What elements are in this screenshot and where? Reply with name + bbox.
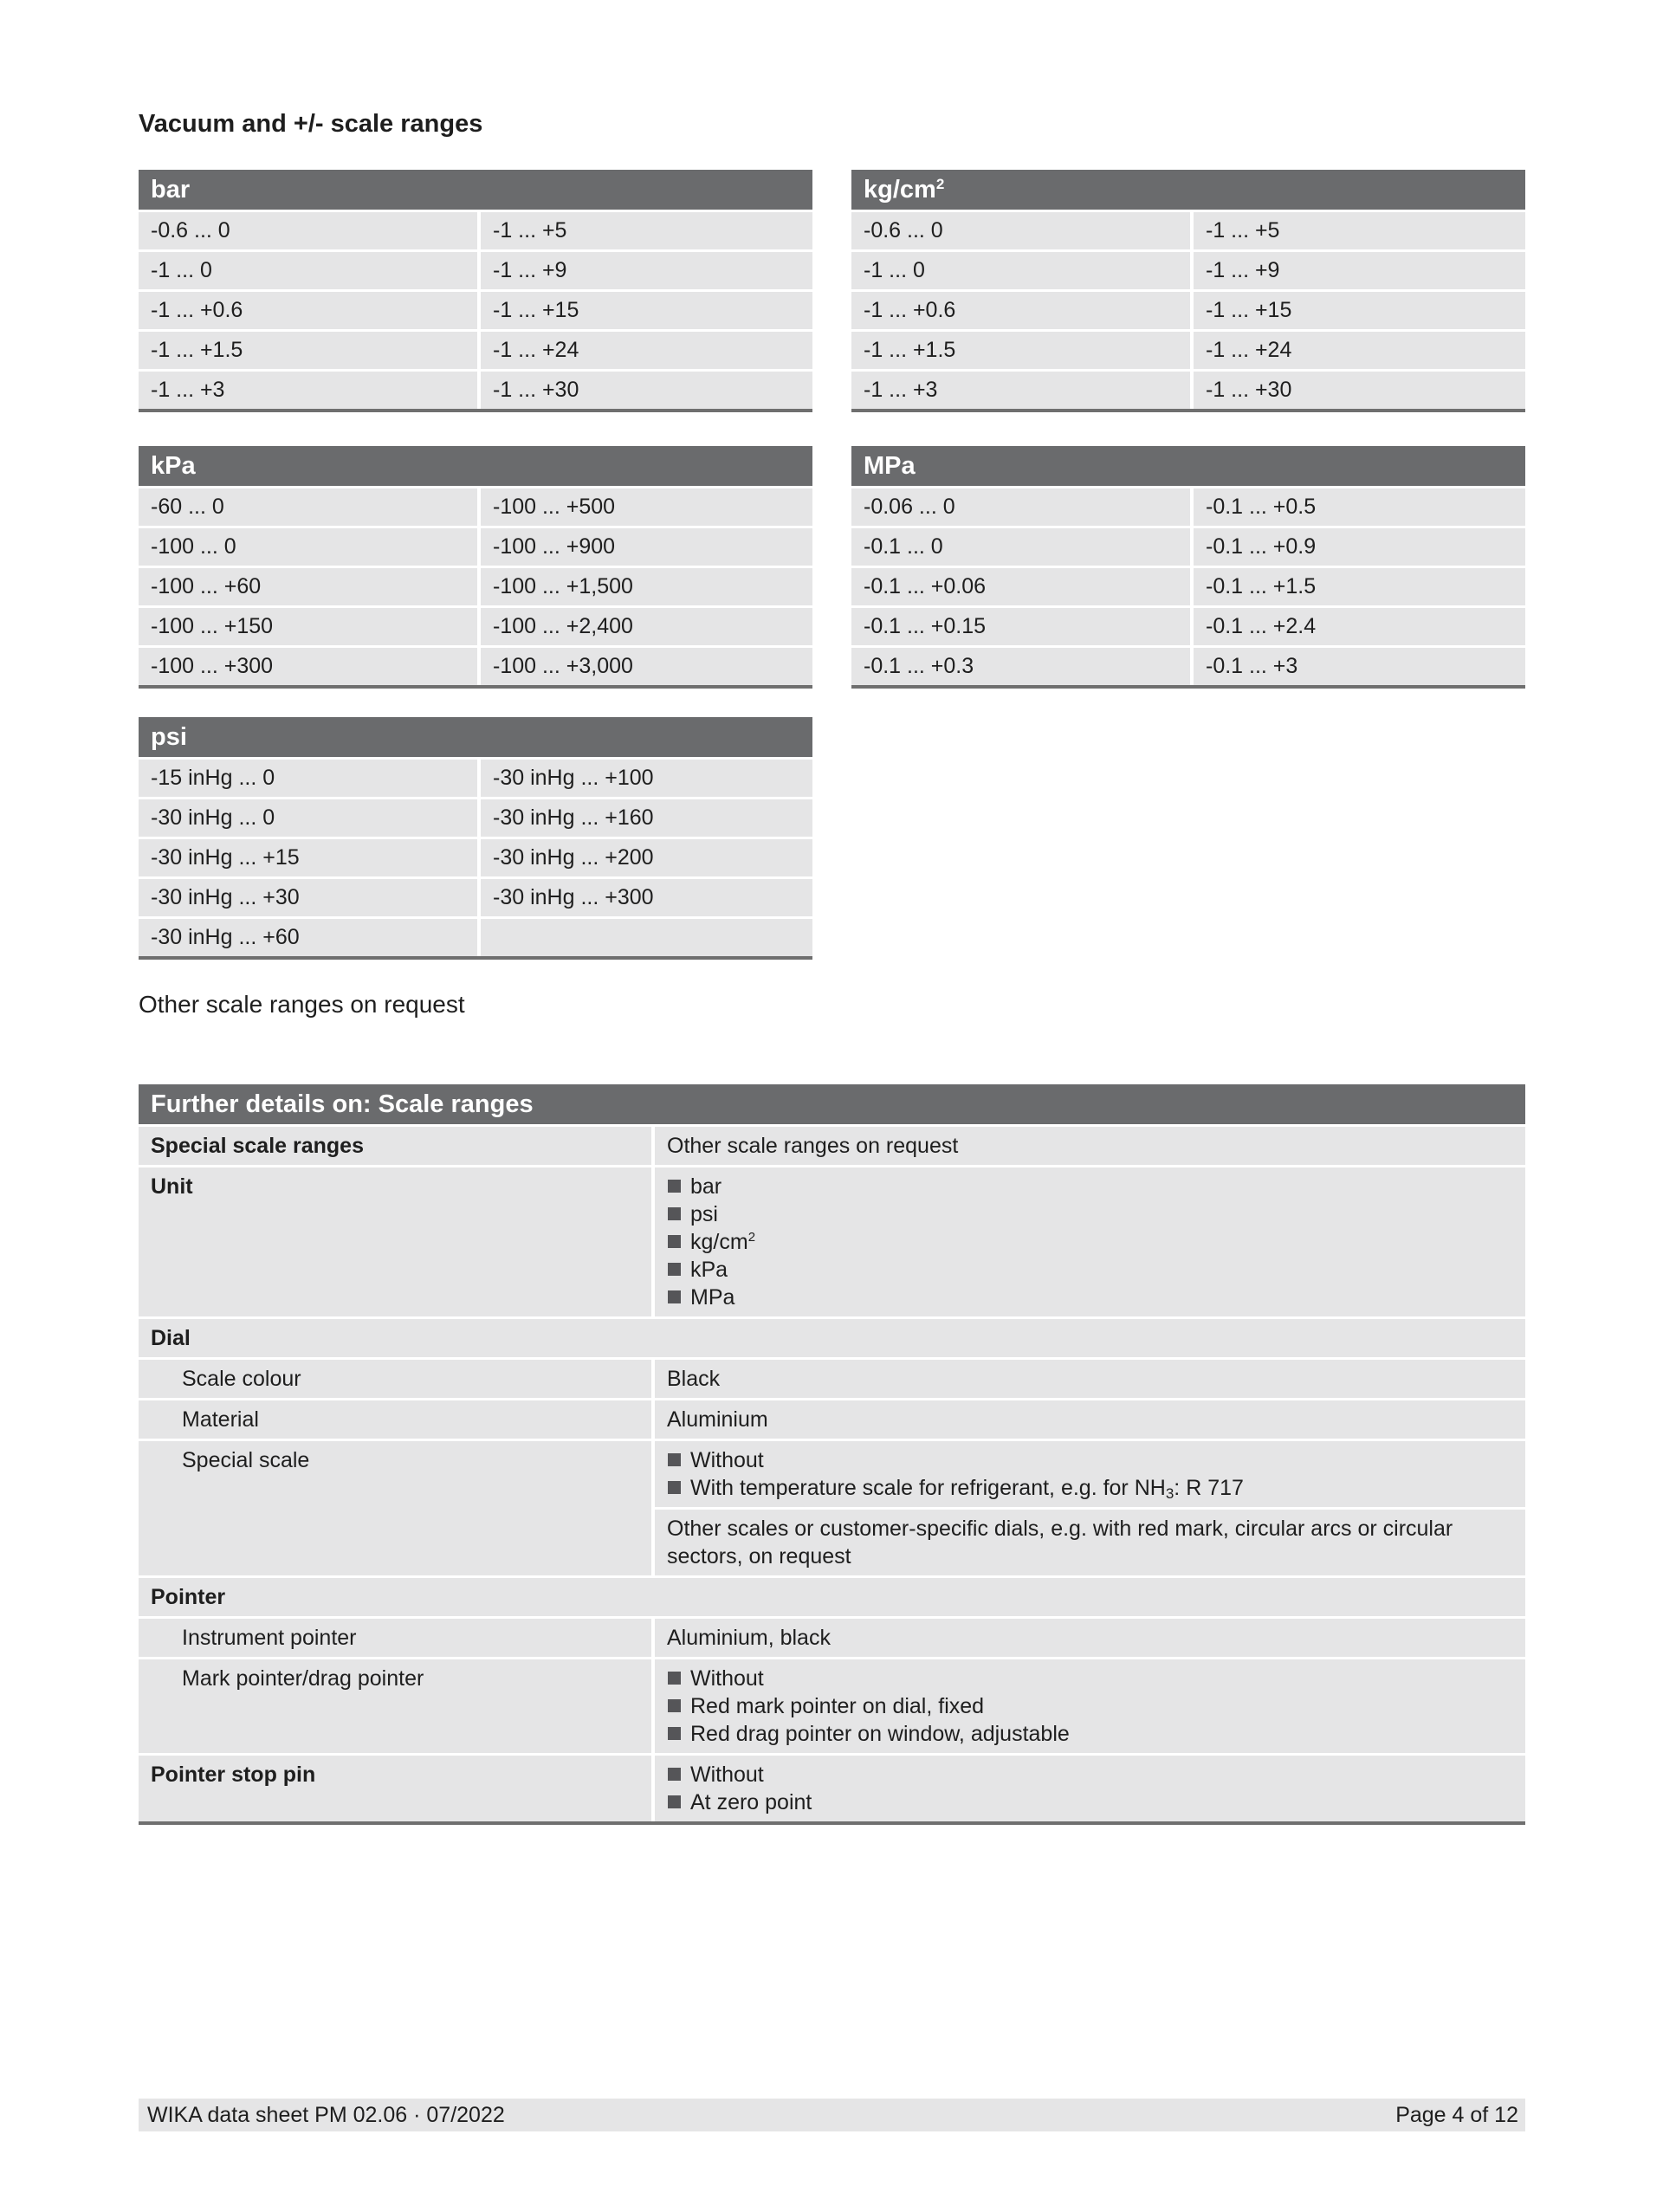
table-cell: -1 ... +15 <box>481 292 812 329</box>
table-header-label: kg/cm <box>864 176 936 204</box>
details-row-pointer <box>139 1578 1525 1616</box>
row-label: Special scale <box>139 1441 651 1575</box>
table-cell: -100 ... +500 <box>481 488 812 526</box>
table-cell: -100 ... 0 <box>139 528 477 566</box>
psi-range-table <box>139 717 812 960</box>
table-row <box>851 568 1525 605</box>
table-cell: -0.1 ... +2.4 <box>1194 608 1525 645</box>
table-row <box>139 608 812 645</box>
table-cell: -100 ... +1,500 <box>481 568 812 605</box>
table-row <box>139 372 812 409</box>
unit-list <box>667 1173 1513 1311</box>
row-label: Unit <box>139 1167 651 1316</box>
subscript: 3 <box>1165 1485 1174 1502</box>
table-cell: -30 inHg ... +200 <box>481 839 812 876</box>
list-item: Red drag pointer on window, adjustable <box>667 1720 1513 1748</box>
details-header: Further details on: Scale ranges <box>139 1084 1525 1124</box>
table-cell: -0.1 ... 0 <box>851 528 1190 566</box>
row-value: Aluminium, black <box>655 1619 1525 1657</box>
table-cell: -1 ... +1.5 <box>851 332 1190 369</box>
table-row <box>851 252 1525 289</box>
table-cell: -0.1 ... +3 <box>1194 648 1525 685</box>
table-cell: -100 ... +3,000 <box>481 648 812 685</box>
details-row-scale-colour <box>139 1360 1525 1398</box>
table-cell: -1 ... +30 <box>481 372 812 409</box>
mark-pointer-list <box>667 1665 1513 1748</box>
section-label: Pointer <box>139 1578 1525 1616</box>
table-cell: -1 ... +3 <box>851 372 1190 409</box>
details-row-mark-pointer <box>139 1659 1525 1753</box>
table-cell: -1 ... +0.6 <box>851 292 1190 329</box>
table-row <box>139 332 812 369</box>
table-cell: -1 ... +5 <box>1194 212 1525 249</box>
table-cell: -100 ... +150 <box>139 608 477 645</box>
details-row-instrument-pointer <box>139 1619 1525 1657</box>
table-cell <box>481 919 812 956</box>
table-row <box>851 528 1525 566</box>
footer-page-number: Page 4 of 12 <box>1395 2103 1518 2127</box>
table-header-label: MPa <box>864 452 916 480</box>
table-cell: -30 inHg ... +160 <box>481 799 812 837</box>
table-cell: -100 ... +2,400 <box>481 608 812 645</box>
row-value: Other scale ranges on request <box>655 1127 1525 1165</box>
table-row <box>139 292 812 329</box>
details-row-stop-pin <box>139 1756 1525 1821</box>
row-value <box>655 1441 1525 1507</box>
table-cell: -15 inHg ... 0 <box>139 760 477 797</box>
table-cell: -1 ... 0 <box>139 252 477 289</box>
table-row <box>139 879 812 916</box>
superscript: 2 <box>935 176 945 192</box>
table-cell: -0.6 ... 0 <box>851 212 1190 249</box>
table-cell: -0.1 ... +0.15 <box>851 608 1190 645</box>
details-row-special-scale <box>139 1441 1525 1575</box>
other-ranges-note: Other scale ranges on request <box>139 991 465 1018</box>
table-row <box>139 919 812 956</box>
list-item-text: With temperature scale for refrigerant, e.g. for NH <box>690 1476 1166 1500</box>
table-header <box>851 446 1525 486</box>
special-scale-list <box>667 1446 1513 1502</box>
row-label: Pointer stop pin <box>139 1756 651 1821</box>
table-cell: -0.1 ... +0.3 <box>851 648 1190 685</box>
table-cell: -1 ... +9 <box>481 252 812 289</box>
table-cell: -30 inHg ... +15 <box>139 839 477 876</box>
table-row <box>851 488 1525 526</box>
table-row <box>139 839 812 876</box>
row-value: Black <box>655 1360 1525 1398</box>
table-cell: -60 ... 0 <box>139 488 477 526</box>
table-row <box>139 760 812 797</box>
table-cell: -1 ... +9 <box>1194 252 1525 289</box>
row-value <box>655 1167 1525 1316</box>
table-cell: -1 ... +1.5 <box>139 332 477 369</box>
page-heading: Vacuum and +/- scale ranges <box>139 110 483 138</box>
table-row <box>139 212 812 249</box>
list-item-text: : R 717 <box>1174 1476 1244 1500</box>
row-label: Special scale ranges <box>139 1127 651 1165</box>
superscript: 2 <box>747 1230 756 1245</box>
row-label: Material <box>139 1400 651 1439</box>
table-row <box>139 252 812 289</box>
bar-range-table <box>139 170 812 412</box>
table-cell: -1 ... +30 <box>1194 372 1525 409</box>
details-row-dial <box>139 1319 1525 1357</box>
table-row <box>139 528 812 566</box>
kgcm2-range-table <box>851 170 1525 412</box>
stop-pin-list <box>667 1761 1513 1816</box>
section-label: Dial <box>139 1319 1525 1357</box>
table-header <box>139 717 812 757</box>
table-cell: -1 ... +3 <box>139 372 477 409</box>
table-cell: -100 ... +900 <box>481 528 812 566</box>
table-cell: -30 inHg ... +100 <box>481 760 812 797</box>
table-cell: -30 inHg ... +300 <box>481 879 812 916</box>
list-item: Without <box>667 1761 1513 1788</box>
table-cell: -1 ... 0 <box>851 252 1190 289</box>
table-header <box>851 170 1525 210</box>
table-row <box>851 608 1525 645</box>
list-item: Red mark pointer on dial, fixed <box>667 1692 1513 1720</box>
table-row <box>851 648 1525 685</box>
table-cell: -0.1 ... +1.5 <box>1194 568 1525 605</box>
table-cell: -0.1 ... +0.9 <box>1194 528 1525 566</box>
details-row-material <box>139 1400 1525 1439</box>
details-table <box>139 1084 1525 1825</box>
kpa-range-table <box>139 446 812 689</box>
table-cell: -100 ... +300 <box>139 648 477 685</box>
table-cell: -30 inHg ... 0 <box>139 799 477 837</box>
table-row <box>851 212 1525 249</box>
row-label: Instrument pointer <box>139 1619 651 1657</box>
table-header-label: psi <box>151 723 187 751</box>
row-value-note: Other scales or customer-specific dials, e.g. with red mark, circular arcs or circular sectors, on request <box>655 1510 1525 1575</box>
list-item: bar <box>667 1173 1513 1200</box>
row-label: Scale colour <box>139 1360 651 1398</box>
list-item: kPa <box>667 1256 1513 1284</box>
table-cell: -100 ... +60 <box>139 568 477 605</box>
table-header-label: bar <box>151 176 191 204</box>
table-cell: -30 inHg ... +60 <box>139 919 477 956</box>
row-value: Aluminium <box>655 1400 1525 1439</box>
list-item: At zero point <box>667 1788 1513 1816</box>
table-header <box>139 446 812 486</box>
table-cell: -1 ... +24 <box>1194 332 1525 369</box>
row-value <box>655 1756 1525 1821</box>
table-header <box>139 170 812 210</box>
list-item: psi <box>667 1200 1513 1228</box>
table-row <box>139 488 812 526</box>
details-row-unit <box>139 1167 1525 1316</box>
table-cell: -0.1 ... +0.5 <box>1194 488 1525 526</box>
list-item <box>667 1474 1513 1502</box>
table-row <box>851 372 1525 409</box>
table-row <box>139 568 812 605</box>
list-item <box>667 1228 1513 1256</box>
table-cell: -1 ... +5 <box>481 212 812 249</box>
table-row <box>139 799 812 837</box>
footer-doc-id: WIKA data sheet PM 02.06 · 07/2022 <box>147 2103 505 2127</box>
table-cell: -0.1 ... +0.06 <box>851 568 1190 605</box>
row-label: Mark pointer/drag pointer <box>139 1659 651 1753</box>
row-value-stack <box>655 1441 1525 1575</box>
details-row-special-scale-ranges <box>139 1127 1525 1165</box>
table-cell: -1 ... +15 <box>1194 292 1525 329</box>
table-header-label: kPa <box>151 452 196 480</box>
list-item: Without <box>667 1446 1513 1474</box>
list-item-text: kg/cm <box>690 1230 748 1254</box>
row-value <box>655 1659 1525 1753</box>
table-cell: -0.6 ... 0 <box>139 212 477 249</box>
table-cell: -0.06 ... 0 <box>851 488 1190 526</box>
page-footer <box>139 2099 1525 2131</box>
table-row <box>851 292 1525 329</box>
mpa-range-table <box>851 446 1525 689</box>
table-cell: -1 ... +24 <box>481 332 812 369</box>
table-row <box>139 648 812 685</box>
list-item: MPa <box>667 1284 1513 1311</box>
list-item: Without <box>667 1665 1513 1692</box>
table-cell: -30 inHg ... +30 <box>139 879 477 916</box>
table-row <box>851 332 1525 369</box>
table-cell: -1 ... +0.6 <box>139 292 477 329</box>
